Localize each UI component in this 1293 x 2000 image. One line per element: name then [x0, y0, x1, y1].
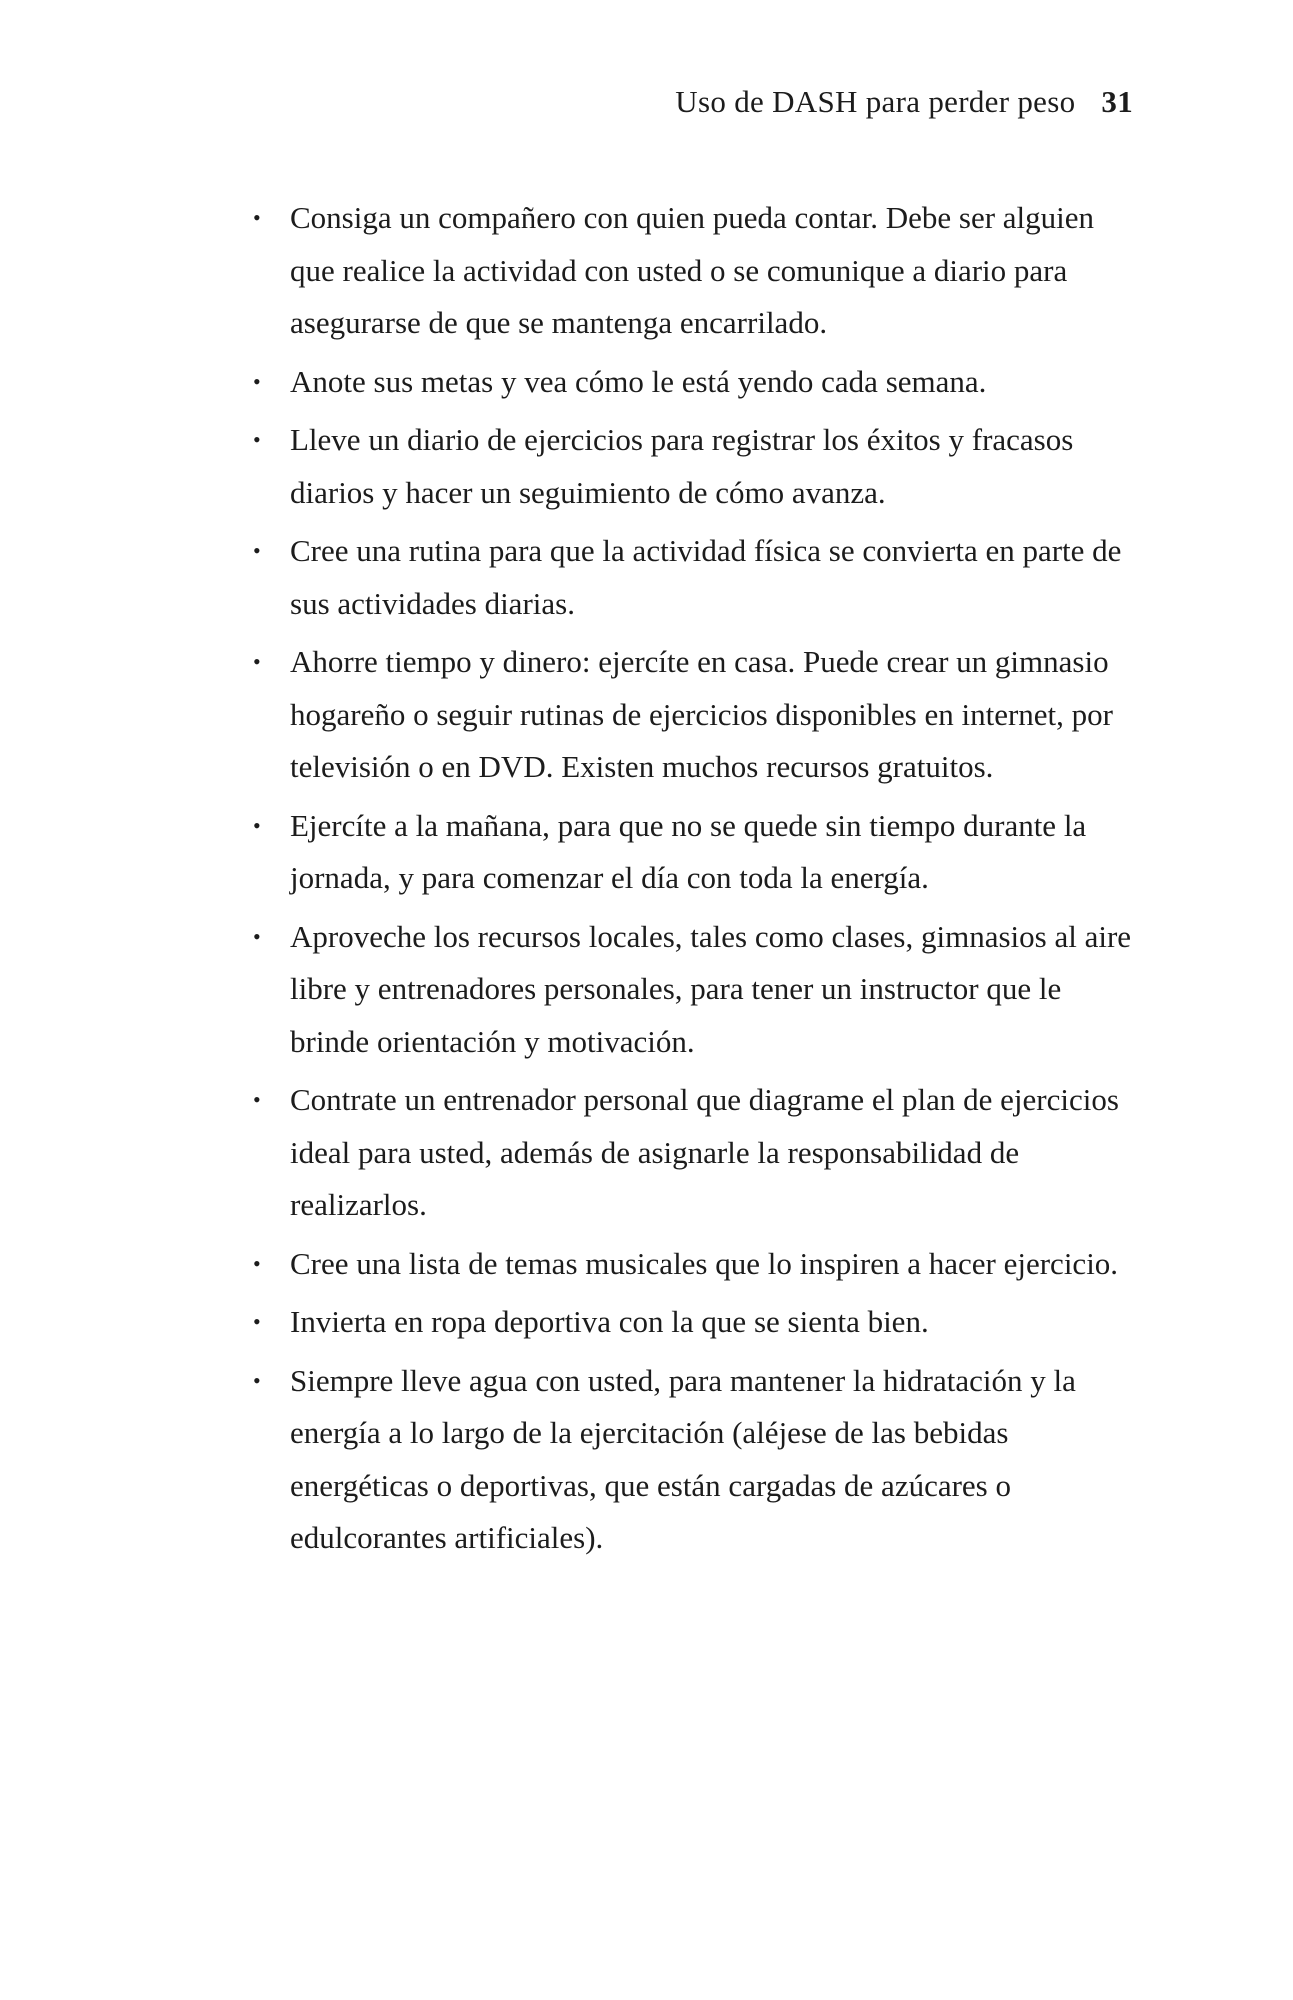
- list-item: [253, 414, 1133, 519]
- bullet-icon: •: [253, 368, 261, 394]
- list-item-text: Ahorre tiempo y dinero: ejercíte en casa. Puede crear un gimnasio hogareño o seguir rutinas de ejercicios disponibles en internet, por televisión o en DVD. Existen muchos recursos gratuitos.: [290, 644, 1113, 784]
- list-item: [253, 800, 1133, 905]
- list-item-text: Cree una rutina para que la actividad física se convierta en parte de sus actividades diarias.: [290, 533, 1122, 621]
- bullet-icon: •: [253, 923, 261, 949]
- list-item-text: Consiga un compañero con quien pueda contar. Debe ser alguien que realice la actividad con usted o se comunique a diario para asegurarse de que se mantenga encarrilado.: [290, 200, 1095, 340]
- list-item-text: Ejercíte a la mañana, para que no se quede sin tiempo durante la jornada, y para comenzar el día con toda la energía.: [290, 807, 1087, 895]
- bullet-icon: •: [253, 1309, 261, 1334]
- page-number: 31: [1101, 84, 1133, 119]
- bullet-icon: •: [253, 1250, 261, 1276]
- list-item: [253, 525, 1133, 630]
- bullet-icon: •: [253, 649, 261, 674]
- list-item: [253, 1296, 1133, 1349]
- bullet-icon: •: [253, 427, 261, 452]
- bullet-icon: •: [253, 1087, 261, 1112]
- list-item-text: Siempre lleve agua con usted, para mantener la hidratación y la energía a lo largo de la ejercitación (aléjese de las bebidas energéticas o deportivas, que están cargadas de azúcares o edulcorantes artificiales).: [290, 1362, 1076, 1555]
- running-head: [675, 84, 1133, 120]
- bullet-icon: •: [253, 205, 261, 230]
- list-item-text: Invierta en ropa deportiva con la que se sienta bien.: [290, 1304, 929, 1339]
- list-item: [253, 911, 1133, 1069]
- bullet-list: [253, 192, 1133, 1571]
- list-item: [253, 192, 1133, 350]
- list-item: [253, 1355, 1133, 1565]
- bullet-icon: •: [253, 1367, 261, 1393]
- running-title: Uso de DASH para perder peso: [675, 84, 1076, 119]
- list-item-text: Lleve un diario de ejercicios para registrar los éxitos y fracasos diarios y hacer un seguimiento de cómo avanza.: [290, 422, 1074, 510]
- list-item: [253, 1238, 1133, 1291]
- list-item: [253, 356, 1133, 409]
- list-item: [253, 636, 1133, 794]
- list-item-text: Contrate un entrenador personal que diagrame el plan de ejercicios ideal para usted, además de asignarle la responsabilidad de realizarlos.: [290, 1082, 1119, 1222]
- list-item-text: Aproveche los recursos locales, tales como clases, gimnasios al aire libre y entrenadores personales, para tener un instructor que le brinde orientación y motivación.: [290, 918, 1132, 1059]
- list-item-text: Anote sus metas y vea cómo le está yendo cada semana.: [290, 363, 987, 399]
- bullet-icon: •: [253, 812, 261, 838]
- list-item: [253, 1074, 1133, 1232]
- list-item-text: Cree una lista de temas musicales que lo inspiren a hacer ejercicio.: [290, 1245, 1119, 1281]
- bullet-icon: •: [253, 538, 261, 563]
